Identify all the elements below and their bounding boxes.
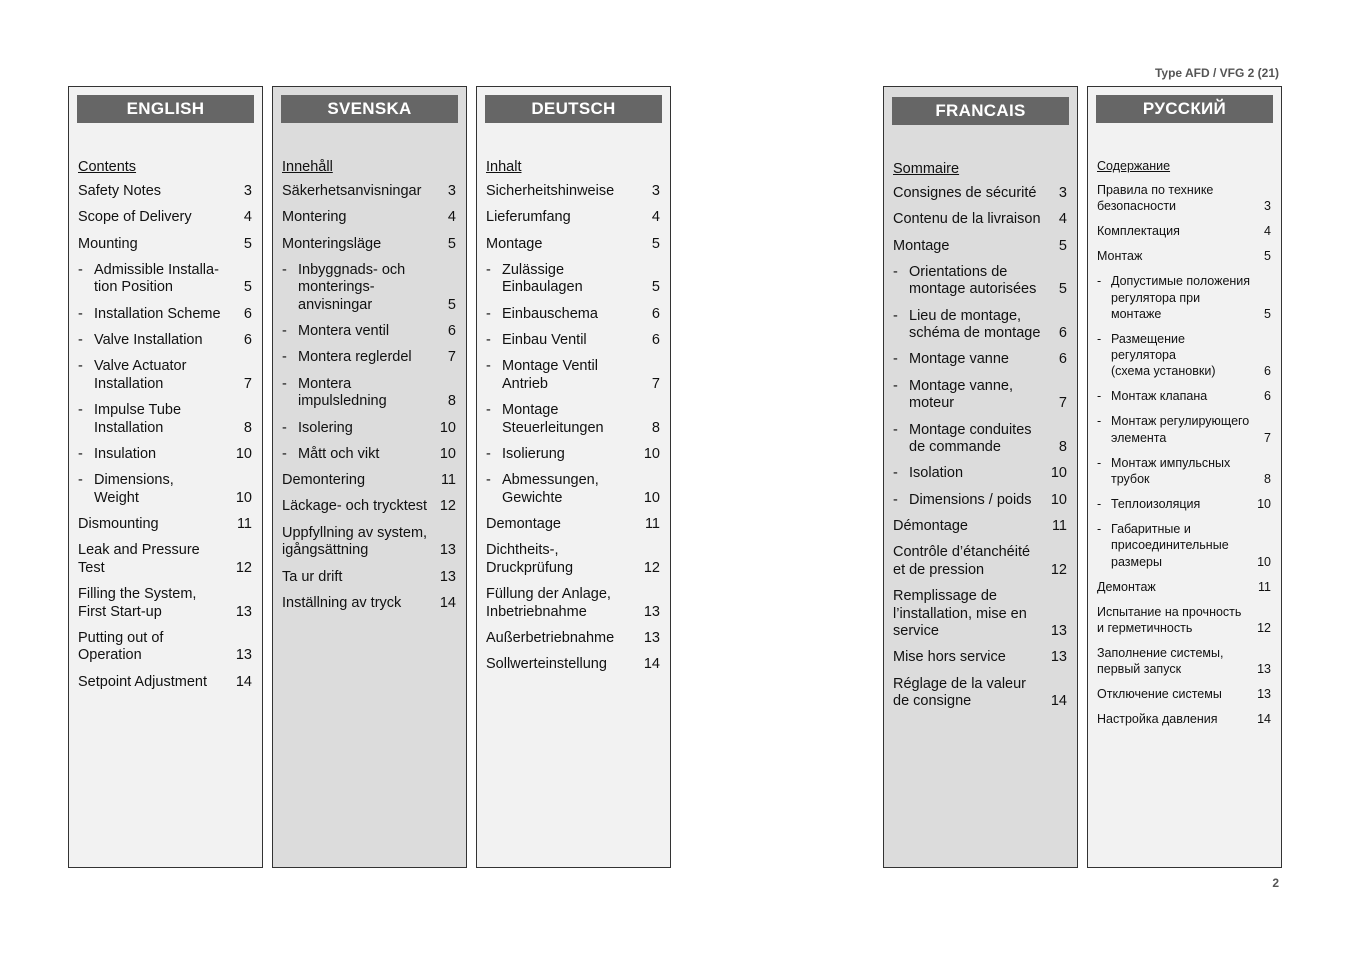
toc-item-page: 5	[243, 235, 252, 252]
toc-item-label: Lieu de montage, schéma de montage	[909, 307, 1041, 342]
toc-item-page: 10	[1257, 554, 1271, 569]
toc-subitem	[1097, 273, 1271, 322]
toc-subitem	[1097, 331, 1271, 380]
toc-item-label: Installation Scheme	[94, 305, 221, 322]
toc-item-label: Einbau Ventil	[502, 331, 587, 348]
toc-dash: -	[486, 261, 491, 278]
toc-item	[78, 209, 252, 227]
toc-item-page: 12	[1257, 620, 1271, 635]
toc-dash: -	[486, 305, 491, 322]
toc-subitem	[282, 420, 456, 438]
toc-item-label: Montera impulsledning	[298, 375, 387, 410]
toc-subitem	[78, 262, 252, 297]
toc-dash: -	[1097, 521, 1102, 536]
toc-item-page: 13	[439, 542, 456, 559]
toc-item-page: 6	[1058, 351, 1067, 368]
toc-item-page: 13	[439, 568, 456, 585]
toc-item	[486, 586, 660, 621]
toc-item-page: 4	[243, 209, 252, 226]
toc-item-label: Safety Notes	[78, 183, 162, 199]
toc-item-label: Démontage	[893, 517, 968, 534]
toc-item	[1097, 686, 1271, 702]
toc-item-label: Ta ur drift	[282, 568, 343, 585]
contents-title: Contents	[78, 159, 137, 175]
toc-item-page: 12	[1050, 561, 1067, 578]
toc-item	[893, 649, 1067, 667]
toc-subitem	[78, 358, 252, 393]
toc-item-label: Impulse Tube Installation	[94, 402, 182, 436]
toc-item-label: Правила по технике безопасности	[1097, 183, 1214, 214]
toc-item-label: Réglage de la valeur de consigne	[893, 675, 1027, 710]
toc-item	[486, 236, 660, 254]
contents-title: Содержание	[1097, 159, 1171, 173]
toc-item-label: Säkerhetsanvisningar	[282, 183, 422, 199]
toc-item-page: 10	[1257, 496, 1271, 511]
toc-item-label: Scope of Delivery	[78, 209, 192, 226]
toc-item-label: Contenu de la livraison	[893, 211, 1041, 228]
toc-subitem	[893, 351, 1067, 369]
contents-list	[282, 159, 456, 621]
toc-item	[282, 209, 456, 227]
toc-item-label: Isolation	[909, 465, 964, 482]
toc-subitem	[282, 446, 456, 464]
toc-item-label: Isolering	[298, 419, 353, 436]
toc-subitem	[486, 472, 660, 507]
toc-dash: -	[1097, 414, 1102, 429]
toc-item-label: Отключение системы	[1097, 687, 1222, 702]
toc-item	[1097, 248, 1271, 264]
toc-subitem	[893, 264, 1067, 299]
toc-dash: -	[78, 261, 83, 278]
toc-subitem	[78, 472, 252, 507]
toc-item-page: 7	[1058, 395, 1067, 412]
toc-dash: -	[486, 472, 491, 489]
toc-subitem	[78, 446, 252, 464]
toc-subitem	[486, 446, 660, 464]
toc-item	[486, 516, 660, 534]
contents-title: Sommaire	[893, 161, 960, 177]
toc-item-page: 4	[1058, 211, 1067, 228]
toc-item-page: 3	[651, 183, 660, 199]
toc-item-label: Außerbetriebnahme	[486, 629, 615, 646]
page-number: 2	[1272, 876, 1279, 890]
toc-item-page: 6	[651, 305, 660, 322]
toc-item-page: 3	[1058, 185, 1067, 201]
toc-item	[893, 588, 1067, 641]
toc-dash: -	[78, 305, 83, 322]
toc-item-page: 6	[1264, 364, 1271, 379]
toc-item-page: 13	[1257, 687, 1271, 702]
toc-item-page: 8	[1058, 439, 1067, 456]
toc-item-label: Uppfyllning av system, igångsättning	[282, 524, 428, 559]
toc-item-page: 12	[235, 559, 252, 576]
toc-item-label: Admissible Installa- tion Position	[94, 261, 219, 296]
toc-dash: -	[893, 421, 898, 438]
column-header: SVENSKA	[281, 95, 458, 123]
toc-item	[1097, 604, 1271, 637]
toc-item-label: Montage conduites de commande	[909, 421, 1032, 456]
toc-item	[282, 498, 456, 516]
toc-item-page: 10	[235, 445, 252, 462]
toc-item	[282, 595, 456, 613]
column-english	[68, 86, 263, 868]
toc-item-label: Montera ventil	[298, 323, 390, 340]
toc-subitem	[486, 306, 660, 324]
toc-item	[78, 630, 252, 665]
toc-item	[282, 569, 456, 587]
toc-item-label: Montage vanne, moteur	[909, 377, 1013, 412]
toc-dash: -	[1097, 389, 1102, 404]
toc-item	[1097, 223, 1271, 239]
toc-item-page: 8	[1264, 471, 1271, 486]
toc-item-page: 3	[1264, 199, 1271, 214]
toc-dash: -	[282, 375, 287, 392]
toc-item-page: 14	[235, 673, 252, 690]
toc-item-page: 13	[235, 603, 252, 620]
column-header: DEUTSCH	[485, 95, 662, 123]
toc-item	[282, 525, 456, 560]
toc-item-page: 10	[643, 489, 660, 506]
toc-subitem	[282, 349, 456, 367]
toc-item	[486, 656, 660, 674]
toc-item-label: Inställning av tryck	[282, 594, 402, 611]
toc-subitem	[893, 308, 1067, 343]
toc-dash: -	[78, 402, 83, 419]
toc-item-page: 4	[651, 209, 660, 226]
toc-item-page: 5	[651, 279, 660, 296]
toc-item-page: 13	[643, 603, 660, 620]
column-svenska	[272, 86, 467, 868]
column-francais	[883, 86, 1078, 868]
toc-subitem	[1097, 521, 1271, 570]
toc-subitem	[1097, 455, 1271, 488]
toc-subitem	[893, 492, 1067, 510]
toc-subitem	[1097, 413, 1271, 446]
toc-item-page: 6	[1058, 325, 1067, 342]
toc-item-label: Isolierung	[502, 445, 565, 462]
toc-dash: -	[78, 358, 83, 375]
toc-item	[486, 183, 660, 201]
toc-item-page: 7	[243, 375, 252, 392]
toc-item-page: 10	[1050, 491, 1067, 508]
document-type-label: Type AFD / VFG 2 (21)	[1154, 66, 1279, 80]
toc-item-label: Demontering	[282, 472, 366, 489]
toc-dash: -	[78, 472, 83, 489]
toc-item	[78, 516, 252, 534]
contents-title: Innehåll	[282, 159, 333, 175]
toc-item-page: 5	[243, 279, 252, 296]
toc-item	[1097, 182, 1271, 215]
toc-subitem	[78, 306, 252, 324]
toc-item-page: 5	[447, 296, 456, 313]
toc-item	[1097, 579, 1271, 595]
toc-item-label: Dismounting	[78, 515, 159, 532]
toc-item	[893, 185, 1067, 203]
toc-item-label: Sicherheitshinweise	[486, 183, 615, 199]
column-header: FRANCAIS	[892, 97, 1069, 125]
toc-item-page: 10	[1050, 465, 1067, 482]
toc-dash: -	[282, 261, 287, 278]
toc-item-page: 14	[643, 656, 660, 673]
toc-item-page: 14	[1050, 693, 1067, 710]
toc-item-page: 13	[1257, 662, 1271, 677]
toc-item-label: Einbauschema	[502, 305, 598, 322]
toc-item-page: 6	[1264, 389, 1271, 404]
toc-item-page: 13	[1050, 649, 1067, 666]
toc-item-page: 5	[1264, 249, 1271, 264]
toc-item-label: Setpoint Adjustment	[78, 673, 207, 690]
column-russian	[1087, 86, 1282, 868]
toc-subitem	[1097, 388, 1271, 404]
toc-dash: -	[893, 351, 898, 368]
toc-item-page: 4	[447, 209, 456, 226]
toc-item-label: Insulation	[94, 445, 157, 462]
toc-item-label: Dimensions, Weight	[94, 472, 174, 506]
toc-item-label: Mått och vikt	[298, 445, 380, 462]
toc-item-label: Монтаж	[1097, 249, 1143, 264]
toc-item-label: Montage	[893, 237, 950, 254]
toc-subitem	[486, 402, 660, 437]
toc-item-page: 5	[1264, 306, 1271, 321]
toc-item-label: Демонтаж	[1097, 579, 1156, 594]
contents-list	[893, 161, 1067, 719]
toc-item-label: Монтаж регулирующего элемента	[1111, 414, 1250, 445]
toc-subitem	[282, 323, 456, 341]
toc-item-page: 8	[651, 419, 660, 436]
toc-item-page: 5	[447, 235, 456, 252]
column-header: РУССКИЙ	[1096, 95, 1273, 123]
toc-item-label: Leak and Pressure Test	[78, 542, 200, 576]
toc-item-page: 7	[1264, 430, 1271, 445]
toc-dash: -	[282, 445, 287, 462]
toc-subitem	[893, 378, 1067, 413]
toc-item-label: Montera reglerdel	[298, 349, 412, 366]
toc-subitem	[486, 358, 660, 393]
toc-item-label: Läckage- och trycktest	[282, 498, 428, 515]
toc-item-label: Настройка давления	[1097, 712, 1218, 727]
toc-item-label: Размещение регулятора (схема установки)	[1111, 331, 1216, 379]
toc-item-page: 5	[1058, 281, 1067, 298]
toc-subitem	[486, 332, 660, 350]
toc-item-label: Putting out of Operation	[78, 629, 164, 664]
toc-subitem	[486, 262, 660, 297]
toc-dash: -	[78, 331, 83, 348]
toc-dash: -	[486, 402, 491, 419]
toc-item-label: Mise hors service	[893, 649, 1006, 666]
toc-dash: -	[486, 331, 491, 348]
toc-item	[282, 472, 456, 490]
toc-dash: -	[1097, 496, 1102, 511]
toc-dash: -	[1097, 331, 1102, 346]
toc-item	[78, 542, 252, 577]
toc-item-page: 11	[440, 472, 456, 489]
column-header: ENGLISH	[77, 95, 254, 123]
toc-item-page: 3	[447, 183, 456, 199]
toc-dash: -	[78, 445, 83, 462]
toc-item-page: 13	[235, 647, 252, 664]
toc-item-page: 11	[1051, 517, 1067, 534]
toc-dash: -	[486, 358, 491, 375]
toc-item	[78, 674, 252, 692]
toc-item-page: 12	[439, 498, 456, 515]
toc-item-label: Габаритные и присоединительные размеры	[1111, 521, 1229, 569]
toc-dash: -	[893, 491, 898, 508]
toc-item-label: Комплектация	[1097, 224, 1180, 239]
toc-subitem	[1097, 496, 1271, 512]
toc-item-page: 11	[1258, 579, 1271, 594]
toc-item-label: Montage vanne	[909, 351, 1009, 368]
toc-item	[78, 586, 252, 621]
toc-item-label: Mounting	[78, 235, 138, 252]
toc-item-page: 10	[439, 445, 456, 462]
toc-item	[893, 211, 1067, 229]
toc-item	[1097, 645, 1271, 678]
toc-item-page: 14	[439, 594, 456, 611]
toc-item-label: Orientations de montage autorisées	[909, 263, 1037, 298]
toc-item-label: Remplissage de l’installation, mise en service	[893, 588, 1027, 640]
toc-dash: -	[1097, 455, 1102, 470]
toc-item	[486, 630, 660, 648]
toc-item-label: Sollwerteinstellung	[486, 656, 607, 673]
toc-item-page: 7	[447, 349, 456, 366]
toc-item	[486, 542, 660, 577]
toc-item-label: Lieferumfang	[486, 209, 571, 226]
toc-item-label: Заполнение системы, первый запуск	[1097, 645, 1224, 677]
toc-dash: -	[893, 465, 898, 482]
toc-dash: -	[893, 307, 898, 324]
toc-item-label: Испытание на прочность и герметичность	[1097, 604, 1242, 635]
toc-item-label: Теплоизоляция	[1111, 496, 1201, 511]
contents-list	[1097, 159, 1271, 736]
toc-item-page: 13	[643, 629, 660, 646]
toc-item-label: Contrôle d’étanchéité et de pression	[893, 544, 1031, 578]
toc-dash: -	[282, 323, 287, 340]
toc-item-page: 7	[651, 375, 660, 392]
toc-item-label: Montage Ventil Antrieb	[502, 358, 598, 392]
toc-item-label: Demontage	[486, 515, 561, 532]
toc-item	[282, 236, 456, 254]
toc-item-page: 6	[243, 305, 252, 322]
toc-dash: -	[486, 445, 491, 462]
toc-item	[893, 518, 1067, 536]
toc-subitem	[282, 262, 456, 315]
contents-list	[78, 159, 252, 700]
toc-item-label: Monteringsläge	[282, 235, 382, 252]
toc-item	[1097, 711, 1271, 727]
toc-subitem	[893, 465, 1067, 483]
toc-item-label: Dimensions / poids	[909, 491, 1032, 508]
toc-dash: -	[282, 419, 287, 436]
toc-dash: -	[893, 377, 898, 394]
column-deutsch	[476, 86, 671, 868]
toc-item-page: 3	[243, 183, 252, 199]
toc-item-label: Valve Actuator Installation	[94, 358, 187, 392]
toc-subitem	[893, 422, 1067, 457]
toc-item-page: 6	[447, 323, 456, 340]
toc-item-label: Valve Installation	[94, 331, 203, 348]
toc-subitem	[78, 402, 252, 437]
toc-item	[78, 236, 252, 254]
toc-item-page: 14	[1257, 712, 1271, 727]
toc-item-label: Montage Steuerleitungen	[502, 402, 604, 436]
toc-item-page: 10	[643, 445, 660, 462]
toc-item	[78, 183, 252, 201]
toc-item-label: Inbyggnads- och monterings- anvisningar	[298, 261, 406, 313]
toc-item	[893, 544, 1067, 579]
toc-item-label: Montage	[486, 235, 543, 252]
toc-dash: -	[282, 349, 287, 366]
toc-item	[282, 183, 456, 201]
toc-dash: -	[893, 263, 898, 280]
toc-item-label: Монтаж клапана	[1111, 389, 1208, 404]
toc-item-page: 13	[1050, 623, 1067, 640]
toc-item-label: Füllung der Anlage, Inbetriebnahme	[486, 586, 611, 620]
toc-item-label: Abmessungen, Gewichte	[502, 472, 599, 506]
toc-item-label: Zulässige Einbaulagen	[502, 261, 583, 296]
toc-item-page: 11	[236, 515, 252, 532]
toc-item-page: 11	[644, 515, 660, 532]
toc-item-page: 5	[1058, 237, 1067, 254]
toc-item-label: Filling the System, First Start-up	[78, 586, 197, 620]
toc-item-page: 8	[243, 419, 252, 436]
toc-item-page: 10	[235, 489, 252, 506]
toc-subitem	[282, 376, 456, 411]
contents-title: Inhalt	[486, 159, 522, 175]
contents-list	[486, 159, 660, 682]
toc-item-label: Dichtheits-, Druckprüfung	[486, 542, 574, 576]
toc-item	[486, 209, 660, 227]
toc-item	[893, 238, 1067, 256]
toc-item-label: Монтаж импульсных трубок	[1111, 455, 1231, 486]
toc-item-page: 10	[439, 419, 456, 436]
toc-item-page: 6	[243, 331, 252, 348]
toc-item-page: 8	[447, 393, 456, 410]
toc-item-label: Допустимые положения регулятора при монтаже	[1111, 274, 1251, 321]
toc-item-page: 6	[651, 331, 660, 348]
toc-item-page: 4	[1264, 224, 1271, 239]
toc-item-label: Consignes de sécurité	[893, 185, 1037, 201]
toc-item	[893, 676, 1067, 711]
toc-item-page: 12	[643, 559, 660, 576]
toc-dash: -	[1097, 274, 1102, 289]
toc-subitem	[78, 332, 252, 350]
toc-item-label: Montering	[282, 209, 347, 226]
toc-item-page: 5	[651, 235, 660, 252]
